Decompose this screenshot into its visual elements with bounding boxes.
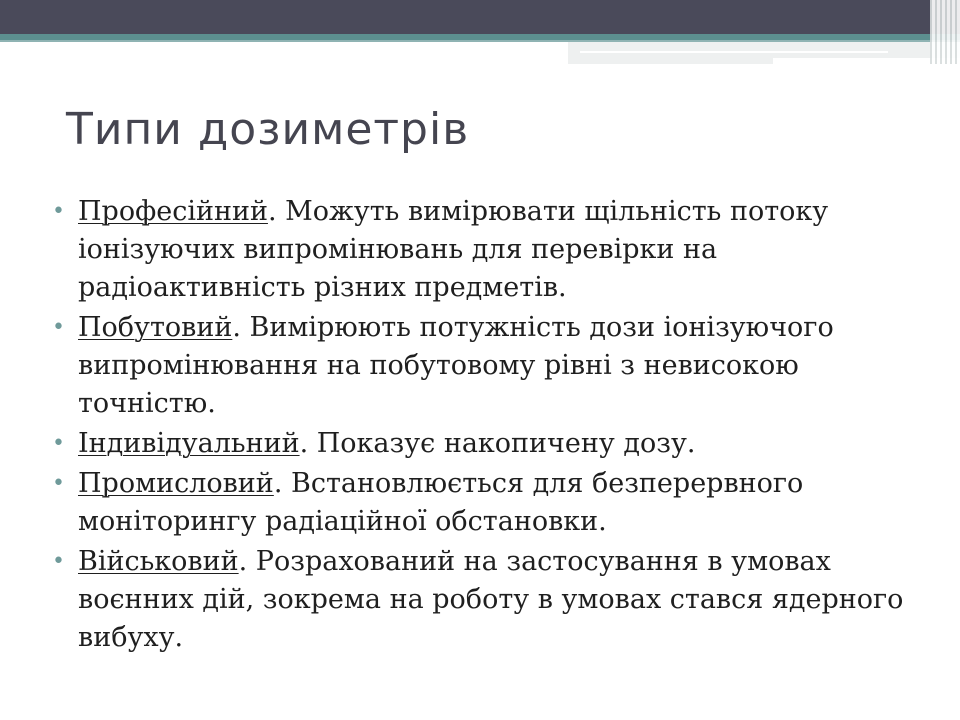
bullet-term: Промисловий [78, 468, 274, 499]
header-decor-line [580, 51, 888, 53]
bullet-text: . Показує накопичену дозу. [299, 428, 696, 459]
slide-title: Типи дозиметрів [66, 104, 470, 155]
bullet-term: Військовий [78, 546, 239, 577]
bullet-text: . Встановлюється для безперервного моніторингу радіаційної обстановки. [78, 468, 804, 537]
bullet-dot-icon: • [52, 431, 65, 456]
bullet-term: Професійний [78, 196, 268, 227]
bullet-text: . Вимірюють потужність дози іонізуючого випромінювання на побутовому рівні з невисокою точністю. [78, 312, 834, 419]
header-decor-bar-small [568, 58, 773, 64]
bullet-list [52, 193, 942, 659]
bullet-dot-icon: • [52, 471, 65, 496]
bullet-dot-icon: • [52, 315, 65, 340]
bullet-item-professional [52, 193, 942, 307]
bullet-text: . Розрахований на застосування в умовах воєнних дій, зокрема на роботу в умовах стався ядерного вибуху. [78, 546, 904, 653]
bullet-dot-icon: • [52, 199, 65, 224]
header-stripes [930, 0, 960, 64]
bullet-item-household [52, 309, 942, 423]
bullet-text: . Можуть вимірювати щільність потоку іонізуючих випромінювань для перевірки на радіоактивність різних предметів. [78, 196, 829, 303]
bullet-item-military [52, 543, 942, 657]
bullet-term: Індивідуальний [78, 428, 300, 459]
bullet-dot-icon: • [52, 549, 65, 574]
bullet-item-individual [52, 425, 942, 463]
header-band [0, 0, 960, 34]
header-decor-bar [568, 42, 960, 58]
bullet-item-industrial [52, 465, 942, 541]
bullet-term: Побутовий [78, 312, 233, 343]
